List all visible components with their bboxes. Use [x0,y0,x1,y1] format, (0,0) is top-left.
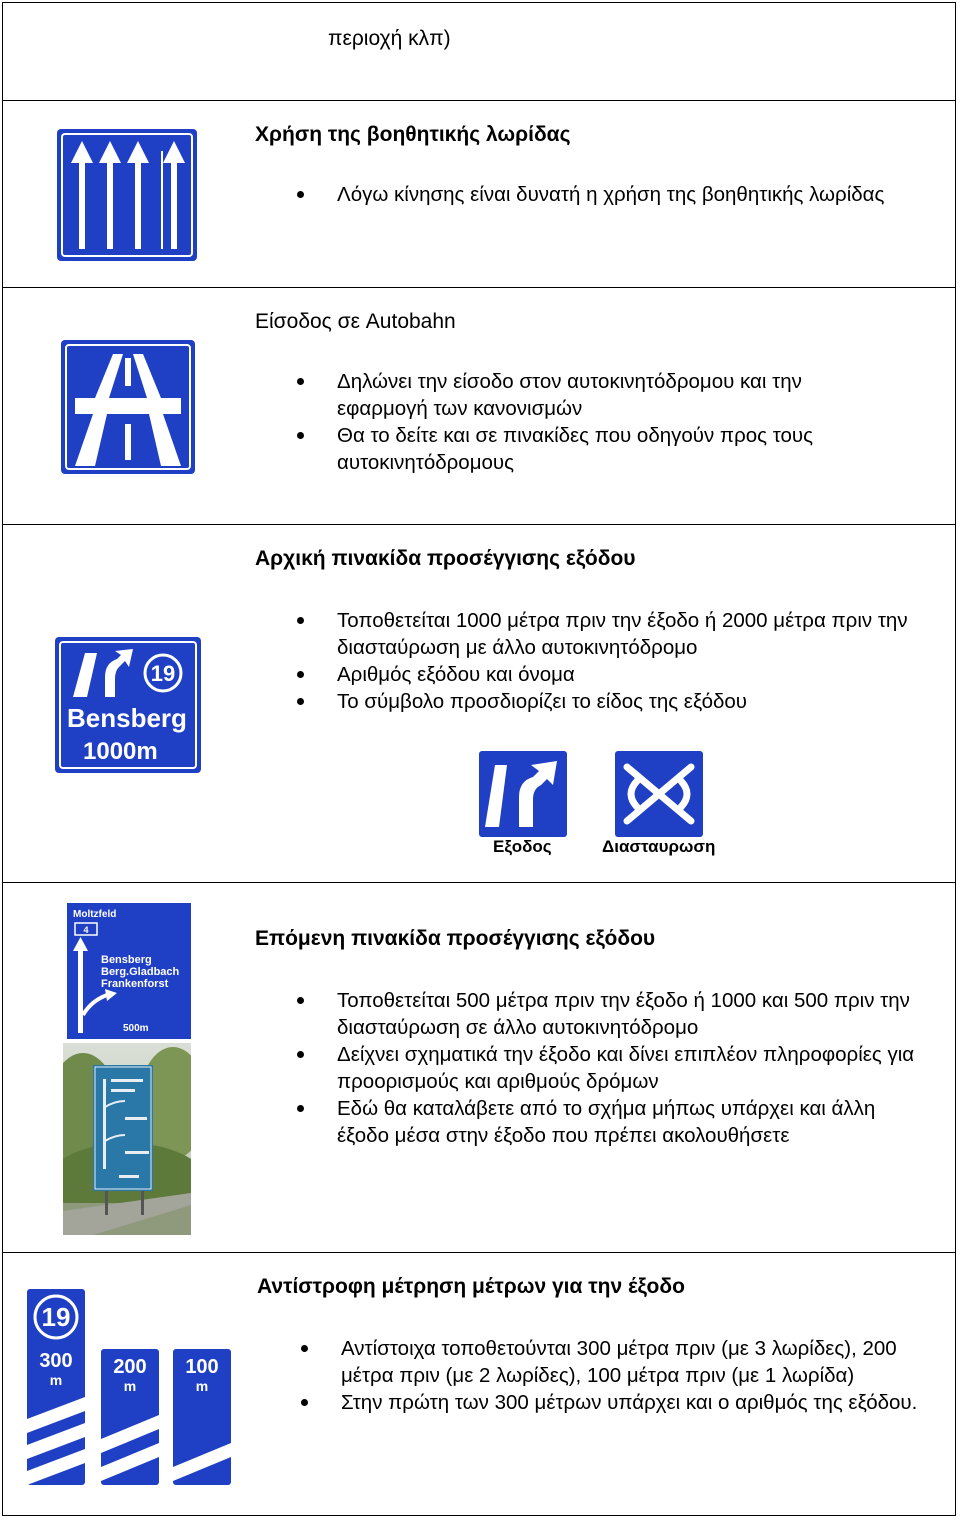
exit-caption: Εξοδος [493,837,552,856]
countdown-300-sign-icon [27,1289,85,1485]
bullet-icon [297,1105,304,1112]
bullet-icon [297,671,304,678]
list-item: Δείχνει σχηματικά την έξοδο και δίνει επιπλέον πληροφορίες για προορισμούς και αριθμούς δρόμων [337,1041,917,1095]
bullet-icon [297,617,304,624]
exit-number: 19 [150,661,176,686]
sign-destination-1: Bensberg [101,954,152,966]
row-auxiliary-lane [3,101,955,288]
list-item: Τοποθετείται 1000 μέτρα πριν την έξοδο ή 2000 μέτρα πριν την διασταύρωση με άλλο αυτοκινητόδρομο [337,607,943,661]
countdown-200-unit: m [123,1378,137,1394]
list-item: Εδώ θα καταλάβετε από το σχήμα μήπως υπάρχει και άλλη έξοδο μέσα στην έξοδο που πρέπει ακολουθήσετε [337,1095,917,1149]
sign-top-destination: Moltzfeld [73,909,117,920]
countdown-200-sign-icon [101,1349,159,1485]
bullet-icon [301,1399,308,1406]
bullet-icon [297,1051,304,1058]
list-item: Τοποθετείται 500 μέτρα πριν την έξοδο ή 1000 και 500 πριν την διασταύρωση σε άλλο αυτοκινητόδρομο [337,987,917,1041]
list-item: Δηλώνει την είσοδο στον αυτοκινητόδρομου και την εφαρμογή των κανονισμών [337,368,897,422]
section-title: Αρχική πινακίδα προσέγγισης εξόδου [255,547,636,570]
bullet-icon [297,378,304,385]
bullet-icon [301,1345,308,1352]
exit-approach-sign-icon [55,637,201,773]
exit-symbol-icon [479,751,567,837]
list-item: Αντίστοιχα τοποθετούνται 300 μέτρα πριν (με 3 λωρίδες), 200 μέτρα πριν (με 2 λωρίδες), 100 μέτρα πριν (με 1 λωρίδα) [341,1335,937,1389]
sign-destination-2: Berg.Gladbach [101,966,180,978]
countdown-exit-number: 19 [41,1302,71,1332]
bullet-list [337,181,897,208]
sign-destination-3: Frankenforst [101,978,169,990]
document-table [2,2,956,1516]
sign-distance: 500m [123,1023,149,1034]
bullet-list [341,1335,937,1416]
exit-name: Bensberg [67,703,187,733]
exit-distance: 1000m [83,738,158,765]
list-item: Θα το δείτε και σε πινακίδες που οδηγούν προς τους αυτοκινητόδρομους [337,422,897,476]
row-countdown-signs [3,1253,955,1517]
section-title: Χρήση της βοηθητικής λωρίδας [255,123,571,146]
fragment-text: περιοχή κλπ) [328,27,451,50]
bullet-list [337,368,897,476]
row-next-exit-sign [3,883,955,1253]
bullet-icon [297,698,304,705]
countdown-200-label: 200 [113,1356,147,1378]
diagram-exit-sign-icon [67,903,191,1039]
row-autobahn-entry [3,288,955,525]
bullet-list [337,607,943,715]
list-item: Στην πρώτη των 300 μέτρων υπάρχει και ο αριθμός της εξόδου. [341,1389,937,1416]
roadside-sign-photo [63,1043,191,1235]
interchange-symbol-icon [615,751,703,837]
countdown-100-unit: m [195,1378,209,1394]
four-lanes-arrows-sign-icon [57,129,197,261]
bullet-icon [297,432,304,439]
sign-route-number: 4 [83,925,89,935]
countdown-100-label: 100 [185,1356,219,1378]
list-item: Το σύμβολο προσδιορίζει το είδος της εξόδου [337,688,943,715]
bullet-icon [297,997,304,1004]
section-title: Είσοδος σε Autobahn [255,310,456,333]
row-fragment [3,3,955,101]
bullet-icon [297,191,304,198]
autobahn-entry-sign-icon [61,340,195,474]
bullet-list [337,987,917,1149]
countdown-300-unit: m [49,1372,63,1388]
section-title: Επόμενη πινακίδα προσέγγισης εξόδου [255,927,656,950]
list-item: Λόγω κίνησης είναι δυνατή η χρήση της βοηθητικής λωρίδας [337,181,897,208]
section-title: Αντίστροφη μέτρηση μέτρων για την έξοδο [257,1275,685,1298]
countdown-100-sign-icon [173,1349,231,1485]
interchange-caption: Διασταυρωση [602,837,716,856]
row-initial-exit-sign [3,525,955,883]
countdown-300-label: 300 [39,1350,73,1372]
list-item: Αριθμός εξόδου και όνομα [337,661,943,688]
